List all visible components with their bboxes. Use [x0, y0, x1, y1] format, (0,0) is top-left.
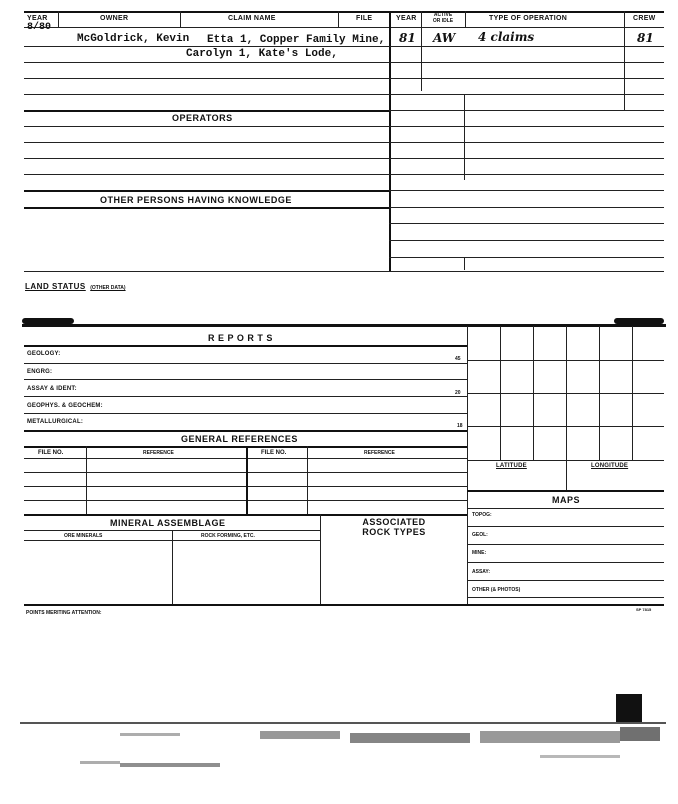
- reports-assay-number: 20: [455, 390, 461, 396]
- row-rule: [389, 207, 664, 208]
- scan-artifact-block: [616, 694, 642, 722]
- rock-types-label: ROCK TYPES: [362, 527, 426, 537]
- points-meriting-attention: POINTS MERITING ATTENTION:: [26, 610, 102, 616]
- land-status-title: LAND STATUS: [25, 282, 86, 291]
- maps-assay: ASSAY:: [472, 569, 491, 575]
- row-rule: [24, 363, 467, 364]
- reports-metallurgical: METALLURGICAL:: [27, 419, 84, 425]
- entry-year: 81: [399, 31, 416, 45]
- header-year-2: YEAR: [396, 15, 417, 22]
- row-rule: [24, 413, 467, 414]
- header-type-of-operation: TYPE OF OPERATION: [489, 15, 568, 22]
- section-rule: [24, 430, 467, 432]
- row-rule: [389, 223, 664, 224]
- maps-geol: GEOL:: [472, 532, 488, 538]
- other-persons-heading: OTHER PERSONS HAVING KNOWLEDGE: [100, 195, 292, 205]
- row-rule: [389, 110, 664, 111]
- associated-rock-types: [340, 517, 448, 537]
- reports-geology-number: 45: [455, 356, 461, 362]
- reports-geophys: GEOPHYS. & GEOCHEM:: [27, 403, 103, 409]
- col-divider: [338, 11, 339, 28]
- row-rule: [467, 580, 664, 581]
- operators-heading: OPERATORS: [172, 113, 233, 123]
- col-divider: [624, 11, 625, 111]
- scan-noise: [20, 725, 668, 773]
- top-rule: [24, 11, 664, 13]
- col-divider: [464, 95, 465, 180]
- reports-assay-ident: ASSAY & IDENT:: [27, 386, 77, 392]
- active-label: ACTIVE: [433, 12, 453, 18]
- row-rule: [24, 379, 467, 380]
- row-rule: [467, 562, 664, 563]
- entry-claim-line2: Carolyn 1, Kate's Lode,: [186, 48, 338, 60]
- row-rule: [467, 597, 664, 598]
- section-rule: [24, 190, 389, 192]
- row-rule: [24, 158, 664, 159]
- row-rule: [24, 174, 664, 175]
- entry-date: 8/80: [27, 22, 52, 33]
- row-rule: [24, 94, 664, 95]
- col-divider: [180, 11, 181, 28]
- header-file: FILE: [356, 15, 373, 22]
- general-references-heading: GENERAL REFERENCES: [181, 434, 298, 444]
- col-file-no: FILE NO.: [38, 450, 64, 456]
- header-crew: CREW: [633, 15, 656, 22]
- land-status-subtitle: (OTHER DATA): [90, 285, 126, 291]
- maps-mine: MINE:: [472, 550, 487, 556]
- ore-minerals-label: ORE MINERALS: [64, 533, 103, 539]
- entry-claim-line1: Etta 1, Copper Family Mine,: [207, 34, 386, 46]
- section-rule: [467, 490, 664, 492]
- reports-geology: GEOLOGY:: [27, 351, 61, 357]
- header-claim-name: CLAIM NAME: [228, 15, 276, 22]
- form-number: SP 7815: [636, 607, 652, 612]
- latitude-label: LATITUDE: [496, 463, 527, 469]
- grid-line: [467, 426, 664, 427]
- row-rule: [389, 240, 664, 241]
- row-rule: [467, 526, 664, 527]
- header-owner: OWNER: [100, 15, 129, 22]
- section-rule: [24, 345, 467, 347]
- or-idle-label: OR IDLE: [432, 18, 454, 24]
- main-vertical-divider: [389, 11, 391, 271]
- row-rule: [24, 126, 664, 127]
- reports-heading: R E P O R T S: [208, 333, 273, 343]
- col-divider: [58, 11, 59, 28]
- col-divider: [464, 258, 465, 270]
- grid-line: [566, 326, 567, 490]
- row-rule: [24, 396, 467, 397]
- entry-crew: 81: [637, 31, 654, 45]
- col-divider: [86, 446, 87, 514]
- header-year: YEAR: [27, 15, 48, 22]
- row-rule: [467, 544, 664, 545]
- entry-active: AW: [433, 31, 456, 45]
- col-file-no-2: FILE NO.: [261, 450, 287, 456]
- row-rule: [24, 142, 664, 143]
- grid-line: [467, 360, 664, 361]
- grid-line: [467, 460, 664, 461]
- grid-line: [467, 393, 664, 394]
- reports-engrg: ENGRG:: [27, 369, 53, 375]
- section-rule: [24, 514, 467, 516]
- row-rule: [24, 62, 664, 63]
- col-divider: [246, 446, 248, 514]
- associated-label: ASSOCIATED: [362, 517, 426, 527]
- longitude-label: LONGITUDE: [591, 463, 629, 469]
- entry-type-of-operation: 4 claims: [478, 30, 535, 44]
- land-status-label: [25, 276, 126, 294]
- maps-heading: MAPS: [552, 495, 581, 505]
- scan-artifact-line: [20, 722, 666, 724]
- row-rule: [24, 271, 664, 272]
- mineral-assemblage-heading: MINERAL ASSEMBLAGE: [110, 518, 226, 528]
- col-divider: [172, 530, 173, 604]
- rock-forming-label: ROCK FORMING, ETC.: [201, 533, 255, 539]
- col-divider: [320, 514, 321, 604]
- section-rule: [24, 207, 389, 209]
- row-rule: [24, 46, 664, 47]
- row-rule: [24, 78, 664, 79]
- reports-top-rule: [22, 324, 666, 327]
- maps-other: OTHER (& PHOTOS): [472, 587, 521, 593]
- row-rule: [467, 508, 664, 509]
- col-divider: [421, 11, 422, 91]
- col-divider: [465, 11, 466, 28]
- maps-topog: TOPOG:: [472, 512, 492, 518]
- header-bottom-rule: [24, 27, 664, 28]
- col-divider: [307, 446, 308, 514]
- header-active-or-idle: [423, 12, 463, 24]
- section-rule: [24, 604, 664, 606]
- entry-owner: McGoldrick, Kevin: [77, 33, 190, 45]
- row-rule: [389, 257, 664, 258]
- col-reference-2: REFERENCE: [364, 450, 395, 456]
- row-rule: [389, 190, 664, 191]
- col-reference: REFERENCE: [143, 450, 174, 456]
- section-rule: [24, 110, 389, 112]
- reports-metallurgical-number: 18: [457, 423, 463, 429]
